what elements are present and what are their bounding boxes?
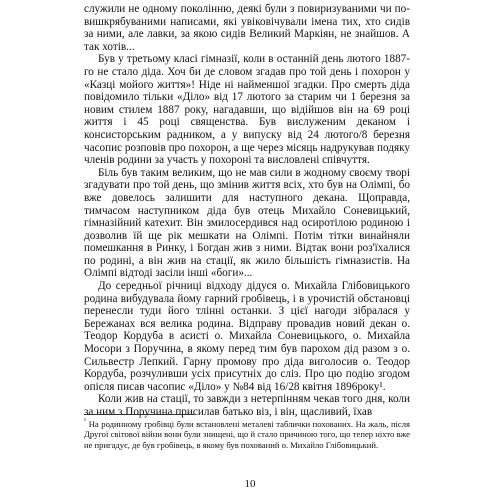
footnote-marker: ¹ <box>84 417 87 426</box>
page-number: 10 <box>244 478 256 490</box>
paragraph-3: Біль був таким великим, що не мав сили в жодному своєму творі згадувати про той день, що змінив життя всіх, хто був на Олімпі, бо вже довелось залишити для наступного декана. Щоправда, тимчасом наступником діда був отець Михайло Соневицький, гімназійний катехит. Він змилосердився над осиротілою родиною і дозволив їй ще рік мешкати на Олімпі. Потім тітки винайняли помешкання в Ринку, і Богдан жив з ними. Відтак вони роз'їхалися по родині, а він жив на стації, як жило більшість гімназистів. На Олімпі відтоді засіли інші «боги»... <box>84 166 410 280</box>
footnote-text: На родинному гробівці були встановлені металеві таблички похованих. На жаль, після Другої світової війни вони були знищені, що й стало причиною того, що тепер ніхто вже не пригадує, де був гробівець, в якому був похований о. Михайло Глібовицький. <box>84 419 410 450</box>
paragraph-4: До середньої річниці відходу дідуся о. Михайла Глібовицького родина вибудувала йому гарний гробівець, і в урочистій обстановці перенесли туди його тлінні останки. З цієї нагоди зібралася у Бережанах вся велика родина. Відправу провадив новий декан о. Теодор Кордуба в асисті о. Михайла Соневицького, о. Михайла Мосори з Поручина, в якому перед тим був парохом дід разом з о. Сильвестр Лепкий. Гарну промову про діда виголосив о. Теодор Кордуба, розчуливши усіх присутніх до сліз. Про цю подію згодом опісля писав часопис «Діло» у №84 від 16/28 квітня 1896року¹. <box>84 280 410 393</box>
body-text <box>84 3 410 419</box>
paragraph-2: Був у третьому класі гімназії, коли в останній день лютого 1887-го не стало діда. Хоч би де словом згадав про той день і похорон у «Казці мойого життя»! Ніде ні найменшої згадки. Про смерть діда повідомило тільки «Діло» від 17 лютого за старим чи 1 березня за новим стилем 1887 року, нагадавши, що відійшов він на 69 році життя і 45 році священства. Був вислуженим деканом і консисторським радником, а у випуску від 24 лютого/8 березня часопис розповів про похорон, а ще через місяць надрукував подяку членів родини за участь у похороні та висловлені співчуття. <box>84 53 410 167</box>
paragraph-5: Коли жив на стації, то завжди з нетерпінням чекав того дня, коли за ним з Поручина присилав батько віз, і він, щасливий, їхав <box>84 393 410 418</box>
footnote <box>84 419 410 450</box>
footnote-divider <box>84 414 194 415</box>
paragraph-1: служили не одному поколінню, деякі були з повиризуваними чи по-вишкрябуваними написами, які увіковічували імена тих, хто сидів за ними, але лавки, за якою сидів Великий Маркіян, не знайшов. А так хотів... <box>84 3 410 53</box>
